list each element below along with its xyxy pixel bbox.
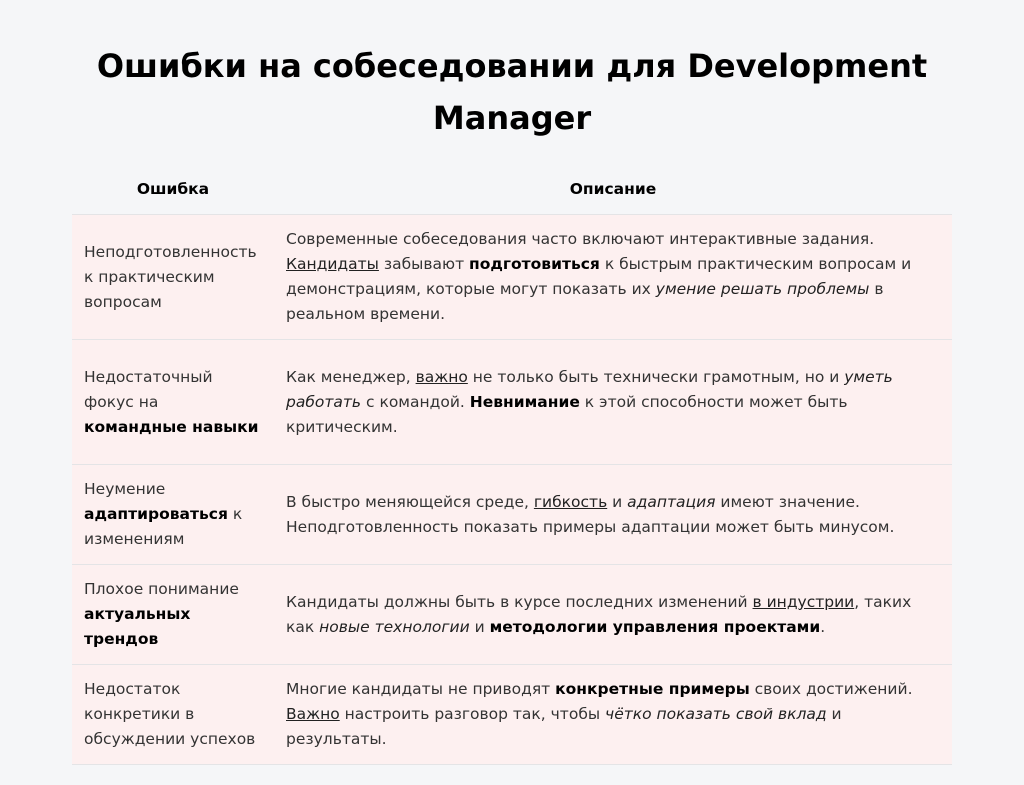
text-segment: настроить разговор так, чтобы	[339, 705, 606, 723]
emphasis-italic: уметь работать	[286, 367, 893, 411]
text-segment: с командой.	[361, 392, 470, 411]
emphasis-bold: конкретные примеры	[555, 680, 750, 698]
table-row	[72, 565, 952, 665]
error-cell	[72, 340, 274, 465]
text-segment: Как менеджер,	[286, 367, 416, 386]
text-segment: Плохое понимание	[84, 580, 239, 598]
emphasis-italic: новые технологии	[319, 617, 470, 636]
table-row	[72, 465, 952, 565]
text-segment: к этой способности может быть критическим.	[286, 392, 848, 436]
text-segment: в реальном времени.	[286, 280, 884, 323]
column-header-description: Описание	[274, 164, 952, 215]
table-row	[72, 340, 952, 465]
text-segment: имеют значение. Неподготовленность показать примеры адаптации может быть минусом.	[286, 492, 895, 536]
emphasis-italic: чётко показать свой вклад	[605, 705, 827, 723]
text-segment: к изменениям	[84, 505, 243, 548]
description-cell	[274, 340, 952, 465]
description-cell	[274, 565, 952, 665]
emphasis-underline: важно	[415, 367, 468, 386]
emphasis-underline: Важно	[286, 705, 340, 723]
text-segment: Кандидаты должны быть в курсе последних изменений	[286, 592, 753, 611]
text-segment: В быстро меняющейся среде,	[286, 492, 534, 511]
text-segment: .	[820, 617, 826, 636]
description-cell	[274, 465, 952, 565]
text-segment: Современные собеседования часто включают интерактивные задания.	[286, 230, 875, 248]
errors-table	[72, 164, 952, 765]
table-row	[72, 215, 952, 340]
emphasis-bold: адаптироваться	[84, 505, 228, 523]
description-cell	[274, 665, 952, 765]
text-segment: забывают	[378, 255, 470, 273]
emphasis-bold: подготовиться	[469, 255, 600, 273]
text-segment: не только быть технически грамотным, но и	[467, 367, 845, 386]
text-segment: , таких как	[286, 592, 912, 636]
error-cell	[72, 215, 274, 340]
text-segment: Недостаточный фокус на	[84, 367, 213, 411]
column-header-error: Ошибка	[72, 164, 274, 215]
emphasis-italic: адаптация	[627, 492, 716, 511]
emphasis-underline: гибкость	[533, 492, 608, 511]
emphasis-underline: в индустрии	[752, 592, 855, 611]
error-cell	[72, 665, 274, 765]
table-header-row	[72, 164, 952, 215]
text-segment: Недостаток конкретики в обсуждении успехов	[84, 680, 256, 748]
emphasis-bold: актуальных трендов	[84, 605, 191, 648]
error-cell	[72, 465, 274, 565]
text-segment: и	[469, 617, 490, 636]
page-title: Ошибки на собеседовании для Development Manager	[96, 47, 928, 137]
text-segment: и	[607, 492, 628, 511]
text-segment: к быстрым практическим вопросам и демонстрациям, которые могут показать их	[286, 255, 912, 298]
text-segment: Неумение	[84, 480, 166, 498]
text-segment: своих достижений.	[749, 680, 913, 698]
text-segment: Неподготовленность к практическим вопросам	[84, 242, 257, 311]
description-cell	[274, 215, 952, 340]
emphasis-bold: Невнимание	[469, 392, 580, 411]
text-segment: и результаты.	[286, 705, 842, 748]
emphasis-bold: командные навыки	[84, 417, 259, 436]
table-row	[72, 665, 952, 765]
emphasis-bold: методологии управления проектами	[489, 617, 821, 636]
emphasis-underline: Кандидаты	[286, 255, 379, 273]
text-segment: Многие кандидаты не приводят	[286, 680, 556, 698]
emphasis-italic: умение решать проблемы	[655, 280, 870, 298]
error-cell	[72, 565, 274, 665]
